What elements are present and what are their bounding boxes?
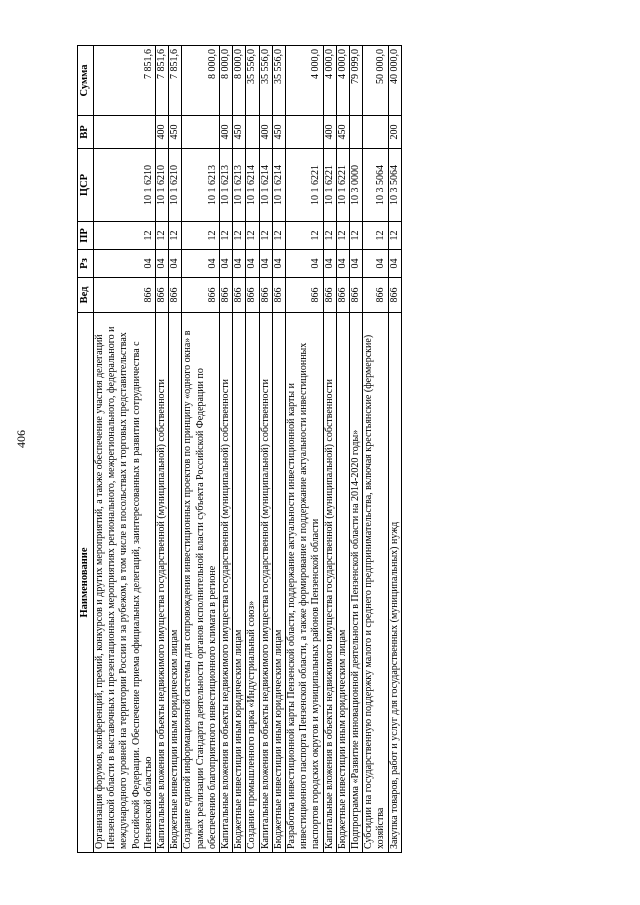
row-ved: 866 xyxy=(169,278,182,313)
row-vr: 400 xyxy=(156,116,169,149)
table-row xyxy=(363,46,388,853)
row-csr: 10 1 6210 xyxy=(169,149,182,222)
row-vr xyxy=(182,116,220,149)
row-rz: 04 xyxy=(233,250,246,278)
row-rz: 04 xyxy=(220,250,233,278)
row-ved: 866 xyxy=(363,278,388,313)
row-pr: 12 xyxy=(156,222,169,250)
row-pr: 12 xyxy=(388,222,401,250)
row-ved: 866 xyxy=(388,278,401,313)
row-vr xyxy=(246,116,259,149)
header-ved: Вед xyxy=(78,278,94,313)
row-vr: 200 xyxy=(388,116,401,149)
row-rz: 04 xyxy=(156,250,169,278)
row-vr xyxy=(286,116,324,149)
row-name: Капитальные вложения в объекты недвижимого имущества государственной (муниципальной) собственности xyxy=(156,313,169,853)
row-ved: 866 xyxy=(246,278,259,313)
row-sum: 7 851,6 xyxy=(94,46,156,116)
row-sum: 7 851,6 xyxy=(156,46,169,116)
row-name: Организация форумов, конференций, премий, конкурсов и других мероприятий, а также обеспечение участия делегаций Пензенской области в выставочных и презентационных мероприятиях регионального, межрегионального, федерального и международного уровней на территории России и за рубежом, в том числе в посольствах и торговых представительствах Российской Федерации. Обеспечение приема официальных делегаций, заинтересованных в развитии сотрудничества с Пензенской областью xyxy=(94,313,156,853)
header-pr: ПР xyxy=(78,222,94,250)
row-ved: 866 xyxy=(94,278,156,313)
row-name: Субсидии на государственную поддержку малого и среднего предпринимательства, включая крестьянские (фермерские) хозяйства xyxy=(363,313,388,853)
row-pr: 12 xyxy=(323,222,336,250)
header-vr: ВР xyxy=(78,116,94,149)
row-name: Бюджетные инвестиции иным юридическим лицам xyxy=(336,313,349,853)
row-name: Бюджетные инвестиции иным юридическим лицам xyxy=(169,313,182,853)
row-pr: 12 xyxy=(286,222,324,250)
row-csr: 10 1 6221 xyxy=(323,149,336,222)
row-sum: 8 000,0 xyxy=(182,46,220,116)
row-ved: 866 xyxy=(259,278,272,313)
row-pr: 12 xyxy=(94,222,156,250)
row-vr: 450 xyxy=(272,116,285,149)
row-ved: 866 xyxy=(156,278,169,313)
row-vr xyxy=(94,116,156,149)
row-name: Бюджетные инвестиции иным юридическим лицам xyxy=(233,313,246,853)
budget-table xyxy=(77,45,402,853)
table-row xyxy=(182,46,220,853)
row-pr: 12 xyxy=(246,222,259,250)
table-row xyxy=(169,46,182,853)
row-sum: 8 000,0 xyxy=(220,46,233,116)
table-row xyxy=(272,46,285,853)
table-row xyxy=(220,46,233,853)
row-name: Подпрограмма «Развитие инновационной деятельности в Пензенской области на 2014-2020 годы» xyxy=(350,313,363,853)
row-csr: 10 1 6213 xyxy=(182,149,220,222)
row-ved: 866 xyxy=(286,278,324,313)
row-sum: 35 556,0 xyxy=(272,46,285,116)
row-sum: 7 851,6 xyxy=(169,46,182,116)
row-rz: 04 xyxy=(388,250,401,278)
row-rz: 04 xyxy=(286,250,324,278)
table-row xyxy=(94,46,156,853)
row-sum: 40 000,0 xyxy=(388,46,401,116)
header-name: Наименование xyxy=(78,313,94,853)
row-vr xyxy=(350,116,363,149)
row-ved: 866 xyxy=(350,278,363,313)
row-sum: 8 000,0 xyxy=(233,46,246,116)
row-sum: 4 000,0 xyxy=(323,46,336,116)
row-sum: 50 000,0 xyxy=(363,46,388,116)
row-name: Разработка инвестиционной карты Пензенской области, поддержание актуальности инвестиционной карты и инвестиционного паспорта Пензенской области, а также формирование и поддержание актуальности инвестиционных паспортов городских округов и муниципальных районов Пензенской области xyxy=(286,313,324,853)
row-name: Создание единой информационной системы для сопровождения инвестиционных проектов по принципу «одного окна» в рамках реализации Стандарта деятельности органов исполнительной власти субъекта Российской Федерации по обеспечению благоприятного инвестиционного климата в регионе xyxy=(182,313,220,853)
row-csr: 10 1 6213 xyxy=(220,149,233,222)
table-row xyxy=(388,46,401,853)
row-vr: 450 xyxy=(169,116,182,149)
row-ved: 866 xyxy=(182,278,220,313)
row-name: Закупка товаров, работ и услуг для государственных (муниципальных) нужд xyxy=(388,313,401,853)
table-row xyxy=(350,46,363,853)
row-csr: 10 1 6210 xyxy=(94,149,156,222)
row-name: Капитальные вложения в объекты недвижимого имущества государственной (муниципальной) собственности xyxy=(259,313,272,853)
row-csr: 10 1 6221 xyxy=(336,149,349,222)
budget-table-container xyxy=(77,46,573,853)
row-ved: 866 xyxy=(336,278,349,313)
row-rz: 04 xyxy=(182,250,220,278)
row-vr xyxy=(363,116,388,149)
table-row xyxy=(259,46,272,853)
row-pr: 12 xyxy=(350,222,363,250)
row-ved: 866 xyxy=(272,278,285,313)
row-name: Капитальные вложения в объекты недвижимого имущества государственной (муниципальной) собственности xyxy=(323,313,336,853)
row-ved: 866 xyxy=(233,278,246,313)
header-rz: Рз xyxy=(78,250,94,278)
row-pr: 12 xyxy=(259,222,272,250)
row-vr: 400 xyxy=(323,116,336,149)
table-row xyxy=(233,46,246,853)
row-csr: 10 1 6210 xyxy=(156,149,169,222)
row-sum: 35 556,0 xyxy=(246,46,259,116)
row-rz: 04 xyxy=(94,250,156,278)
row-ved: 866 xyxy=(220,278,233,313)
row-csr: 10 1 6214 xyxy=(272,149,285,222)
row-ved: 866 xyxy=(323,278,336,313)
row-csr: 10 3 5064 xyxy=(363,149,388,222)
row-rz: 04 xyxy=(350,250,363,278)
row-name: Капитальные вложения в объекты недвижимого имущества государственной (муниципальной) собственности xyxy=(220,313,233,853)
row-sum: 35 556,0 xyxy=(259,46,272,116)
row-csr: 10 3 5064 xyxy=(388,149,401,222)
row-sum: 4 000,0 xyxy=(286,46,324,116)
row-csr: 10 1 6213 xyxy=(233,149,246,222)
page-number: 406 xyxy=(14,430,28,448)
table-row xyxy=(246,46,259,853)
table-row xyxy=(336,46,349,853)
row-vr: 400 xyxy=(259,116,272,149)
row-rz: 04 xyxy=(259,250,272,278)
row-rz: 04 xyxy=(336,250,349,278)
table-body xyxy=(94,46,402,853)
row-name: Создание промышленного парка «Индустриальный союз» xyxy=(246,313,259,853)
row-rz: 04 xyxy=(272,250,285,278)
row-name: Бюджетные инвестиции иным юридическим лицам xyxy=(272,313,285,853)
table-row xyxy=(156,46,169,853)
row-vr: 400 xyxy=(220,116,233,149)
row-csr: 10 1 6221 xyxy=(286,149,324,222)
row-rz: 04 xyxy=(363,250,388,278)
row-pr: 12 xyxy=(220,222,233,250)
row-pr: 12 xyxy=(182,222,220,250)
header-csr: ЦСР xyxy=(78,149,94,222)
table-row xyxy=(286,46,324,853)
row-pr: 12 xyxy=(233,222,246,250)
table-row xyxy=(323,46,336,853)
row-csr: 10 3 0000 xyxy=(350,149,363,222)
row-vr: 450 xyxy=(233,116,246,149)
row-pr: 12 xyxy=(169,222,182,250)
table-header-row xyxy=(78,46,94,853)
row-sum: 4 000,0 xyxy=(336,46,349,116)
row-pr: 12 xyxy=(363,222,388,250)
row-csr: 10 1 6214 xyxy=(246,149,259,222)
row-pr: 12 xyxy=(336,222,349,250)
row-vr: 450 xyxy=(336,116,349,149)
row-csr: 10 1 6214 xyxy=(259,149,272,222)
row-rz: 04 xyxy=(169,250,182,278)
row-pr: 12 xyxy=(272,222,285,250)
row-rz: 04 xyxy=(323,250,336,278)
row-rz: 04 xyxy=(246,250,259,278)
header-sum: Сумма xyxy=(78,46,94,116)
row-sum: 79 099,0 xyxy=(350,46,363,116)
